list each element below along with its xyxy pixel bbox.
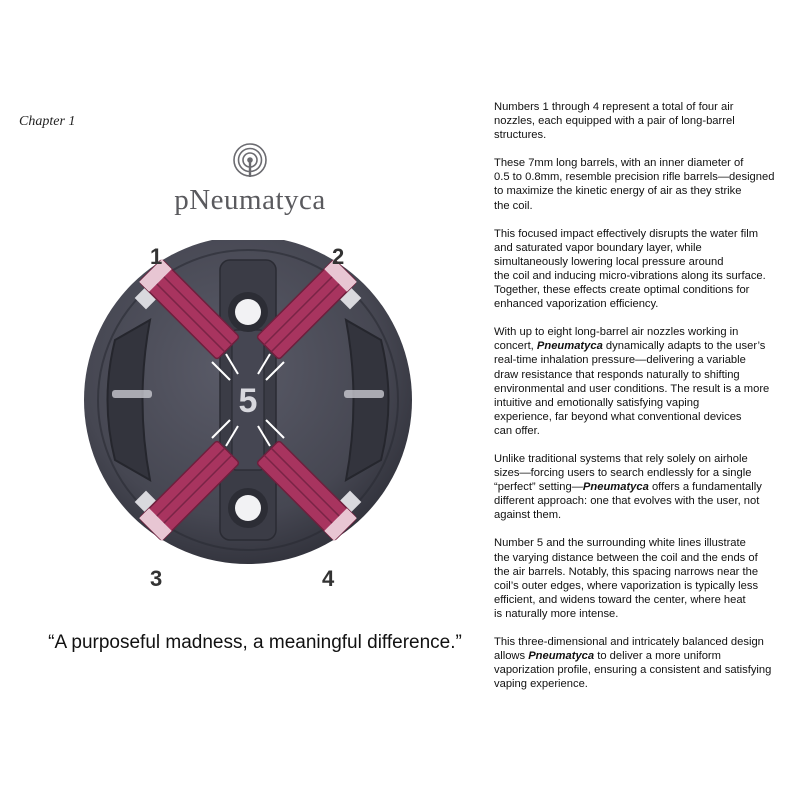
center-label: 5 [238, 382, 258, 420]
paragraph-text: dynamically adapts to the user’s real-time inhalation pressure—delivering a variable draw resistance that responds naturally to shifting environmental and user conditions. The result is a more intuitive and emotionally satisfying vaping experience, far beyond what conventional devices can offer. [494, 340, 770, 437]
brand-name: pNeumatyca [174, 184, 326, 216]
body-text [494, 100, 794, 705]
tagline-quote: “A purposeful madness, a meaningful difference.” [48, 632, 462, 653]
paragraph-text: This focused impact effectively disrupts the water film and saturated vapor boundary layer, while simultaneously lowering local pressure around the coil and inducing micro-vibrations along its surface. Together, these effects create optimal conditions for enhanced vaporization efficiency. [494, 227, 766, 311]
paragraph-text: This three-dimensional and intricately balanced design allows [494, 636, 764, 663]
nozzle-label-2: 2 [332, 244, 345, 269]
paragraph-text: Number 5 and the surrounding white lines illustrate the varying distance between the coil and the ends of the air barrels. Notably, this spacing narrows near the coil’s outer edges, where vaporization is typically less efficient, and widens toward the center, where heat is naturally more intense. [494, 537, 759, 620]
pneumatyca-emblem-icon [230, 140, 270, 180]
paragraph-text: to deliver a more uniform vaporization profile, ensuring a consistent and satisfying vaping experience. [494, 650, 772, 691]
body-paragraph [494, 100, 794, 142]
brand-emphasis: Pneumatyca [528, 650, 595, 663]
bottom-hole [235, 495, 261, 521]
body-paragraph [494, 635, 794, 691]
paragraph-text: With up to eight long-barrel air nozzles working in concert, [494, 326, 739, 353]
body-paragraph [494, 156, 794, 212]
brand-logo [160, 140, 340, 217]
paragraph-text: Unlike traditional systems that rely solely on airhole sizes—forcing users to search endlessly for a single “perfect” setting— [494, 452, 752, 494]
nozzle-label-1: 1 [150, 244, 163, 269]
paragraph-text: offers a fundamentally different approach: one that evolves with the user, not against them. [494, 481, 762, 522]
top-hole [235, 299, 261, 325]
body-paragraph [494, 452, 794, 522]
brand-emphasis: Pneumatyca [582, 481, 649, 494]
nozzle-label-4: 4 [322, 566, 335, 591]
atomizer-top-view [80, 240, 440, 600]
body-paragraph [494, 536, 794, 621]
nozzle-label-3: 3 [150, 566, 163, 591]
body-paragraph [494, 227, 794, 312]
paragraph-text: These 7mm long barrels, with an inner diameter of 0.5 to 0.8mm, resemble precision rifle barrels—designed to maximize the kinetic energy of air as they strike the coil. [494, 157, 775, 212]
chapter-heading: Chapter 1 [19, 114, 76, 129]
paragraph-text: Numbers 1 through 4 represent a total of four air nozzles, each equipped with a pair of long-barrel structures. [494, 101, 735, 142]
nozzle-diagram [80, 240, 440, 600]
body-paragraph [494, 325, 794, 438]
brand-emphasis: Pneumatyca [536, 340, 603, 353]
